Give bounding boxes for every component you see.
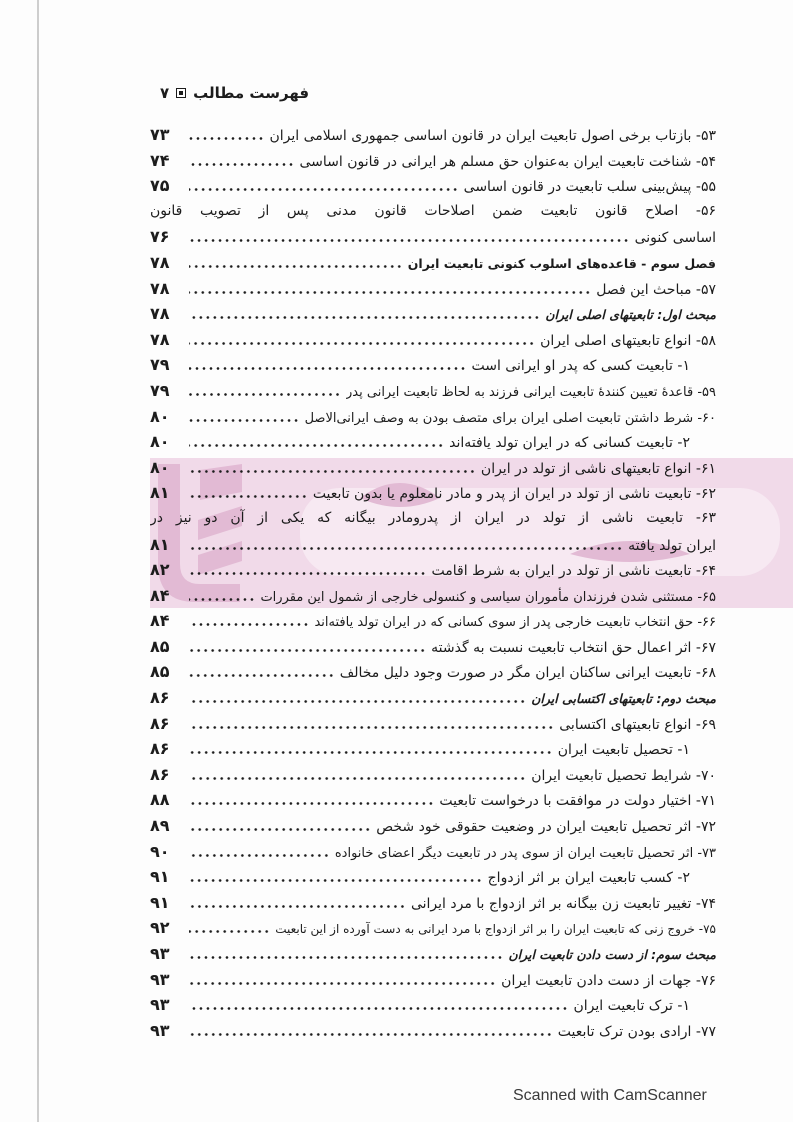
section-heading-title: مبحث دوم: تابعیتهای اکتسابی ایران (531, 691, 716, 707)
toc-entry-title: ۷۴- تغییر تابعیت زن بیگانه بر اثر ازدواج با مرد ایرانی (410, 895, 716, 912)
toc-entry (150, 915, 716, 941)
toc-entry (150, 148, 716, 174)
toc-entry-page: ۷۶ (150, 227, 170, 247)
toc-entry-title: ۷۳- اثر تحصیل تابعیت ایران از سوی پدر در تابعیت دیگر اعضای خانواده (334, 845, 716, 861)
toc-entry (150, 711, 716, 737)
toc-entry-page: ۸۶ (150, 764, 170, 784)
toc-entry-page: ۹۳ (150, 1020, 170, 1040)
toc-entry-page: ۸۱ (150, 534, 170, 554)
dot-leader (189, 674, 335, 677)
dot-leader (189, 751, 553, 754)
toc-entry-page: ۹۱ (150, 892, 170, 912)
dot-leader (189, 879, 483, 882)
dot-leader (189, 367, 466, 370)
page-header-title: فهرست مطالب (193, 84, 310, 102)
toc-entry-page: ۹۳ (150, 969, 170, 989)
dot-leader (189, 572, 427, 575)
toc-entry-page: ۷۹ (150, 380, 170, 400)
toc-entry-title: ۶۴- تابعیت ناشی از تولد در ایران به شرط اقامت (431, 563, 716, 580)
square-box-icon (176, 88, 186, 98)
dot-leader (189, 982, 496, 985)
section-heading (150, 941, 716, 967)
toc-subheading (150, 429, 716, 455)
toc-entry (150, 122, 716, 148)
toc-entry-title: ۶۹- انواع تابعیتهای اکتسابی (559, 716, 716, 733)
toc-subheading (150, 992, 716, 1018)
toc-subheading-title: ۱- تحصیل تابعیت ایران (557, 742, 690, 759)
dot-leader (189, 1007, 568, 1010)
toc-entry (150, 634, 716, 660)
toc-entry-page: ۷۴ (150, 150, 170, 170)
dot-leader (189, 291, 591, 294)
toc-entry-page: ۸۰ (150, 457, 170, 477)
toc-subheading-title: ۲- تابعیت کسانی که در ایران تولد یافته‌اند (449, 435, 690, 452)
toc-entry-page: ۸۸ (150, 790, 170, 810)
dot-leader (189, 444, 444, 447)
dot-leader (189, 905, 406, 908)
scanner-footer-note: Scanned with CamScanner (513, 1087, 707, 1104)
toc-entry (150, 327, 716, 353)
toc-entry-page: ۸۰ (150, 432, 170, 452)
toc-entry-page: ۹۲ (150, 918, 170, 938)
toc-entry (150, 787, 716, 813)
chapter-heading-title: فصل سوم - قاعده‌های اسلوب کنونی تابعیت ایران (407, 255, 716, 271)
toc-entry-continuation (150, 224, 716, 250)
toc-entry-title: ۵۸- انواع تابعیتهای اصلی ایران (540, 332, 716, 349)
toc-entry (150, 455, 716, 481)
toc-entry-page: ۹۳ (150, 995, 170, 1015)
toc-entry-page: ۸۲ (150, 560, 170, 580)
dot-leader (189, 470, 476, 473)
toc-entry-title: ۶۶- حق انتخاب تابعیت خارجی پدر از سوی کسانی که در ایران تولد یافته‌اند (314, 615, 716, 631)
page-header (160, 82, 309, 104)
toc-entry (150, 659, 716, 685)
dot-leader (189, 495, 308, 498)
toc-entry-page: ۸۵ (150, 662, 170, 682)
page-number: ۷ (160, 84, 170, 102)
dot-leader (189, 854, 330, 857)
toc-subheading (150, 864, 716, 890)
dot-leader (189, 393, 341, 396)
toc-entry-title: ۵۷- مباحث این فصل (596, 281, 716, 298)
toc-entry-page: ۸۰ (150, 406, 170, 426)
dot-leader (189, 700, 526, 703)
dot-leader (189, 163, 294, 166)
toc-entry-title: ۷۰- شرایط تحصیل تابعیت ایران (531, 767, 716, 784)
dot-leader (189, 1033, 553, 1036)
toc-entry-page: ۸۵ (150, 636, 170, 656)
toc-entry-title-continuation: اساسی کنونی (634, 230, 716, 247)
chapter-heading (150, 250, 716, 276)
toc-entry-title: ۵۹- قاعدهٔ تعیین کنندهٔ تابعیت ایرانی فرزند به لحاظ تابعیت ایرانی پدر (346, 384, 716, 400)
toc-entry-page: ۸۶ (150, 713, 170, 733)
dot-leader (189, 777, 526, 780)
toc-entry-title: ۵۵- پیش‌بینی سلب تابعیت در قانون اساسی (463, 179, 716, 196)
toc-entry-page: ۷۳ (150, 125, 170, 144)
toc-entry (150, 762, 716, 788)
toc-entry (150, 608, 716, 634)
toc-entry-title: ۶۰- شرط داشتن تابعیت اصلی ایران برای متصف بودن به وصف ایرانی‌الاصل (304, 410, 716, 426)
dot-leader (189, 623, 309, 626)
toc-subheading (150, 736, 716, 762)
toc-entry (150, 199, 716, 225)
toc-entry-title: ۶۵- مستثنی شدن فرزندان مأموران سیاسی و کنسولی خارجی از شمول این مقررات (260, 589, 716, 605)
toc-subheading-title: ۱- ترک تابعیت ایران (573, 998, 690, 1015)
toc-entry-title: ۶۸- تابعیت ایرانی ساکنان ایران مگر در صورت وجود دلیل مخالف (339, 665, 716, 682)
toc-entry-title: ۵۳- بازتاب برخی اصول تابعیت ایران در قانون اساسی جمهوری اسلامی ایران (269, 128, 716, 144)
toc-entry-page: ۹۱ (150, 867, 170, 887)
dot-leader (189, 956, 503, 959)
dot-leader (189, 188, 459, 191)
table-of-contents (150, 122, 716, 1043)
toc-entry (150, 813, 716, 839)
toc-subheading-title: ۲- کسب تابعیت ایران بر اثر ازدواج (487, 870, 690, 887)
toc-entry-page: ۹۰ (150, 841, 170, 861)
dot-leader (189, 726, 554, 729)
dot-leader (189, 316, 540, 319)
dot-leader (189, 419, 300, 422)
toc-entry-title: ۵۴- شناخت تابعیت ایران به‌عنوان حق مسلم هر ایرانی در قانون اساسی (299, 153, 716, 170)
toc-entry-page: ۷۵ (150, 176, 170, 196)
toc-entry-page: ۷۸ (150, 278, 170, 298)
dot-leader (189, 137, 264, 140)
toc-entry-title: ۶۱- انواع تابعیتهای ناشی از تولد در ایران (480, 460, 716, 477)
section-heading (150, 301, 716, 327)
dot-leader (189, 828, 371, 831)
toc-entry-title: ۶۷- اثر اعمال حق انتخاب تابعیت نسبت به گذشته (431, 639, 716, 656)
dot-leader (189, 265, 403, 268)
page-binding-edge (37, 0, 39, 1122)
toc-entry (150, 404, 716, 430)
section-heading-title: مبحث سوم: از دست دادن تابعیت ایران (508, 947, 716, 962)
toc-entry-page: ۷۹ (150, 355, 170, 375)
toc-entry (150, 276, 716, 302)
toc-entry-page: ۸۴ (150, 585, 170, 605)
toc-entry-page: ۸۹ (150, 816, 170, 836)
section-heading-title: مبحث اول: تابعیتهای اصلی ایران (545, 307, 716, 323)
toc-entry (150, 839, 716, 865)
dot-leader (189, 649, 426, 652)
toc-entry-title: ۵۶- اصلاح قانون تابعیت ضمن اصلاحات قانون مدنی پس از تصویب قانون (150, 202, 716, 219)
toc-entry-page: ۷۸ (150, 304, 170, 324)
toc-entry-title: ۶۲- تابعیت ناشی از تولد در ایران از پدر و مادر نامعلوم یا بدون تابعیت (312, 486, 716, 503)
section-heading (150, 685, 716, 711)
toc-entry-page: ۹۳ (150, 944, 170, 963)
toc-entry-title: ۶۳- تابعیت ناشی از تولد در ایران از پدرومادر بیگانه که یکی از آن دو نیز در (150, 509, 716, 526)
toc-entry (150, 506, 716, 532)
toc-entry (150, 967, 716, 993)
toc-entry (150, 583, 716, 609)
dot-leader (189, 930, 270, 933)
toc-entry (150, 890, 716, 916)
toc-entry-title: ۷۶- جهات از دست دادن تابعیت ایران (501, 972, 716, 989)
toc-entry (150, 557, 716, 583)
toc-entry-title: ۷۱- اختیار دولت در موافقت با درخواست تابعیت (439, 793, 716, 810)
dot-leader (189, 802, 434, 805)
toc-entry-title: ۷۵- خروج زنی که تابعیت ایران را بر اثر ازدواج با مرد ایرانی به دست آورده از این تابعیت (275, 922, 716, 937)
toc-entry-page: ۸۶ (150, 688, 170, 708)
toc-entry-page: ۷۸ (150, 329, 170, 349)
toc-entry-page: ۸۴ (150, 611, 170, 631)
toc-entry-title: ۷۲- اثر تحصیل تابعیت ایران در وضعیت حقوقی خود شخص (376, 819, 716, 836)
toc-subheading-title: ۱- تابعیت کسی که پدر او ایرانی است (471, 358, 690, 375)
toc-entry (150, 1018, 716, 1044)
dot-leader (189, 342, 535, 345)
dot-leader (189, 239, 630, 242)
toc-entry (150, 378, 716, 404)
toc-entry-continuation (150, 532, 716, 558)
dot-leader (189, 547, 623, 550)
toc-entry (150, 480, 716, 506)
toc-entry-page: ۸۱ (150, 483, 170, 503)
toc-entry-page: ۷۸ (150, 252, 170, 272)
toc-entry-title: ۷۷- ارادی بودن ترک تابعیت (557, 1023, 716, 1040)
dot-leader (189, 598, 255, 601)
toc-entry-title-continuation: ایران تولد یافته (628, 537, 716, 554)
toc-entry (150, 173, 716, 199)
toc-subheading (150, 352, 716, 378)
toc-entry-page: ۸۶ (150, 739, 170, 759)
